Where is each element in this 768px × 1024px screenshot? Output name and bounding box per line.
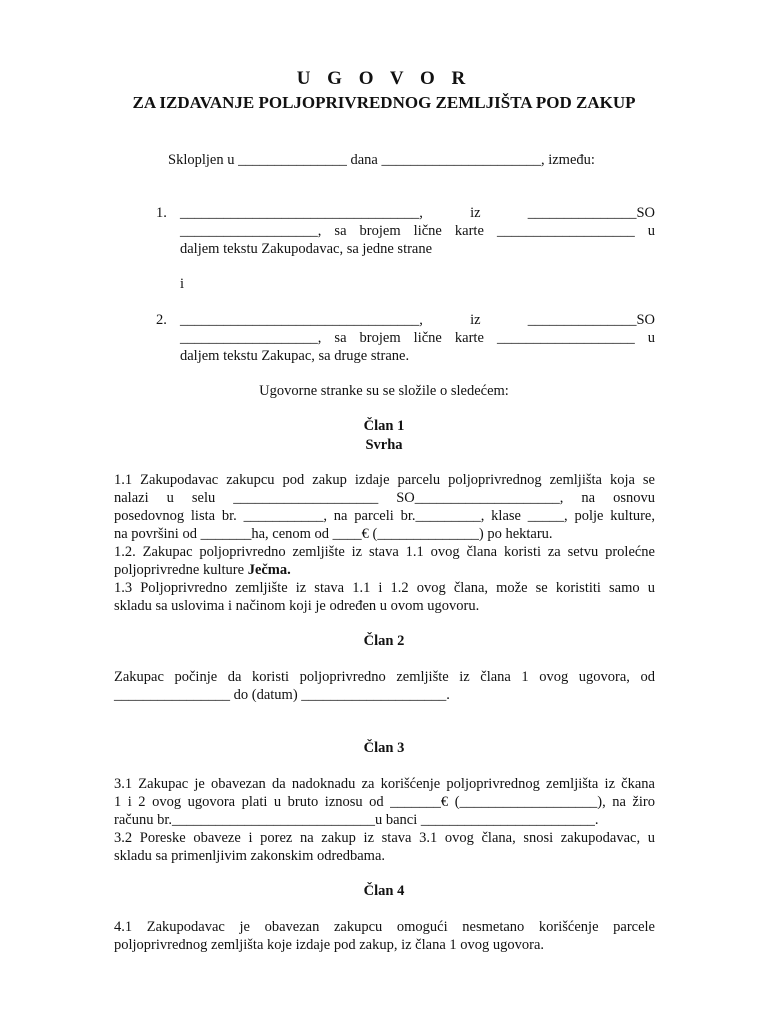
article1-heading: Član 1 [363,418,405,434]
party2-line1: _________________________________, iz _______________SO [180,312,655,328]
party1-line2: ___________________, sa brojem lične karte ___________________ u [180,223,655,239]
intro-line: Sklopljen u _______________ dana ______________________, između: [168,152,595,168]
conjunction: i [180,276,185,292]
party2-block [180,311,655,365]
agreement-line: Ugovorne stranke su se složile o sledećem: [259,383,509,399]
article4-line2: poljoprivrednog zemljišta koje izdaje pod zakup, iz člana 1 ovog ugovora. [114,937,545,953]
party2-number: 2. [156,312,167,328]
party2-line2: ___________________, sa brojem lične karte ___________________ u [180,330,655,346]
article3-p2-line1: 3.2 Poreske obaveze i porez na zakup iz stava 3.1 ovog člana, snosi zakupodavac, u [114,830,655,846]
article2-heading: Član 2 [363,633,405,649]
article3-p1-line2: 1 i 2 ovog ugovora plati u bruto iznosu od _______€ (___________________), na žiro [114,794,655,810]
article3-p1-line1: 3.1 Zakupac je obavezan da nadoknadu za korišćenje poljoprivrednog zemljišta iz čkana [114,776,655,792]
article1-p2-line2 [114,561,655,579]
document-subtitle: ZA IZDAVANJE POLJOPRIVREDNOG ZEMLJIŠTA POD ZAKUP [132,93,636,112]
article1-body [114,471,655,615]
party1-block [180,204,655,258]
party1-line3: daljem tekstu Zakupodavac, sa jedne strane [180,241,433,257]
crop-name: Ječma. [247,562,291,578]
article1-p3-line2: skladu sa uslovima i načinom koji je određen u ovom ugovoru. [114,598,480,614]
article1-p2-line1: 1.2. Zakupac poljoprivredno zemljište iz stava 1.1 ovog člana koristi za setvu prolećne [114,544,655,560]
article4-body [114,918,655,954]
article3-heading: Član 3 [363,740,405,756]
party1-line1: _________________________________, iz _______________SO [180,205,655,221]
article1-subheading: Svrha [365,437,403,453]
article1-p1-line3: posedovnog lista br. ___________, na parceli br._________, klase _____, polje kulture, [114,508,655,524]
article2-line1: Zakupac počinje da koristi poljoprivredno zemljište iz člana 1 ovog ugovora, od [114,669,655,685]
article2-body [114,668,655,704]
article1-p2-text: poljoprivredne kulture [114,562,248,578]
article4-line1: 4.1 Zakupodavac je obavezan zakupcu omogući nesmetano korišćenje parcele [114,919,655,935]
party1-number: 1. [156,205,167,221]
article1-p1-line2: nalazi u selu ____________________ SO____________________, na osnovu [114,490,655,506]
party2-line3: daljem tekstu Zakupac, sa druge strane. [180,348,410,364]
article3-p1-line3: računu br.____________________________u banci ________________________. [114,812,599,828]
article1-p3-line1: 1.3 Poljoprivredno zemljište iz stava 1.1 i 1.2 ovog člana, može se koristiti samo u [114,580,655,596]
article3-body [114,775,655,865]
article2-line2: ________________ do (datum) ____________________. [114,687,450,703]
article1-p1-line4: na površini od _______ha, cenom od ____€ (______________) po hektaru. [114,526,553,542]
article4-heading: Član 4 [363,883,405,899]
document-title: U G O V O R [296,68,472,89]
article1-p1-line1: 1.1 Zakupodavac zakupcu pod zakup izdaje parcelu poljoprivrednog zemljišta koja se [114,472,655,488]
article3-p2-line2: skladu sa primenljivim zakonskim odredbama. [114,848,386,864]
